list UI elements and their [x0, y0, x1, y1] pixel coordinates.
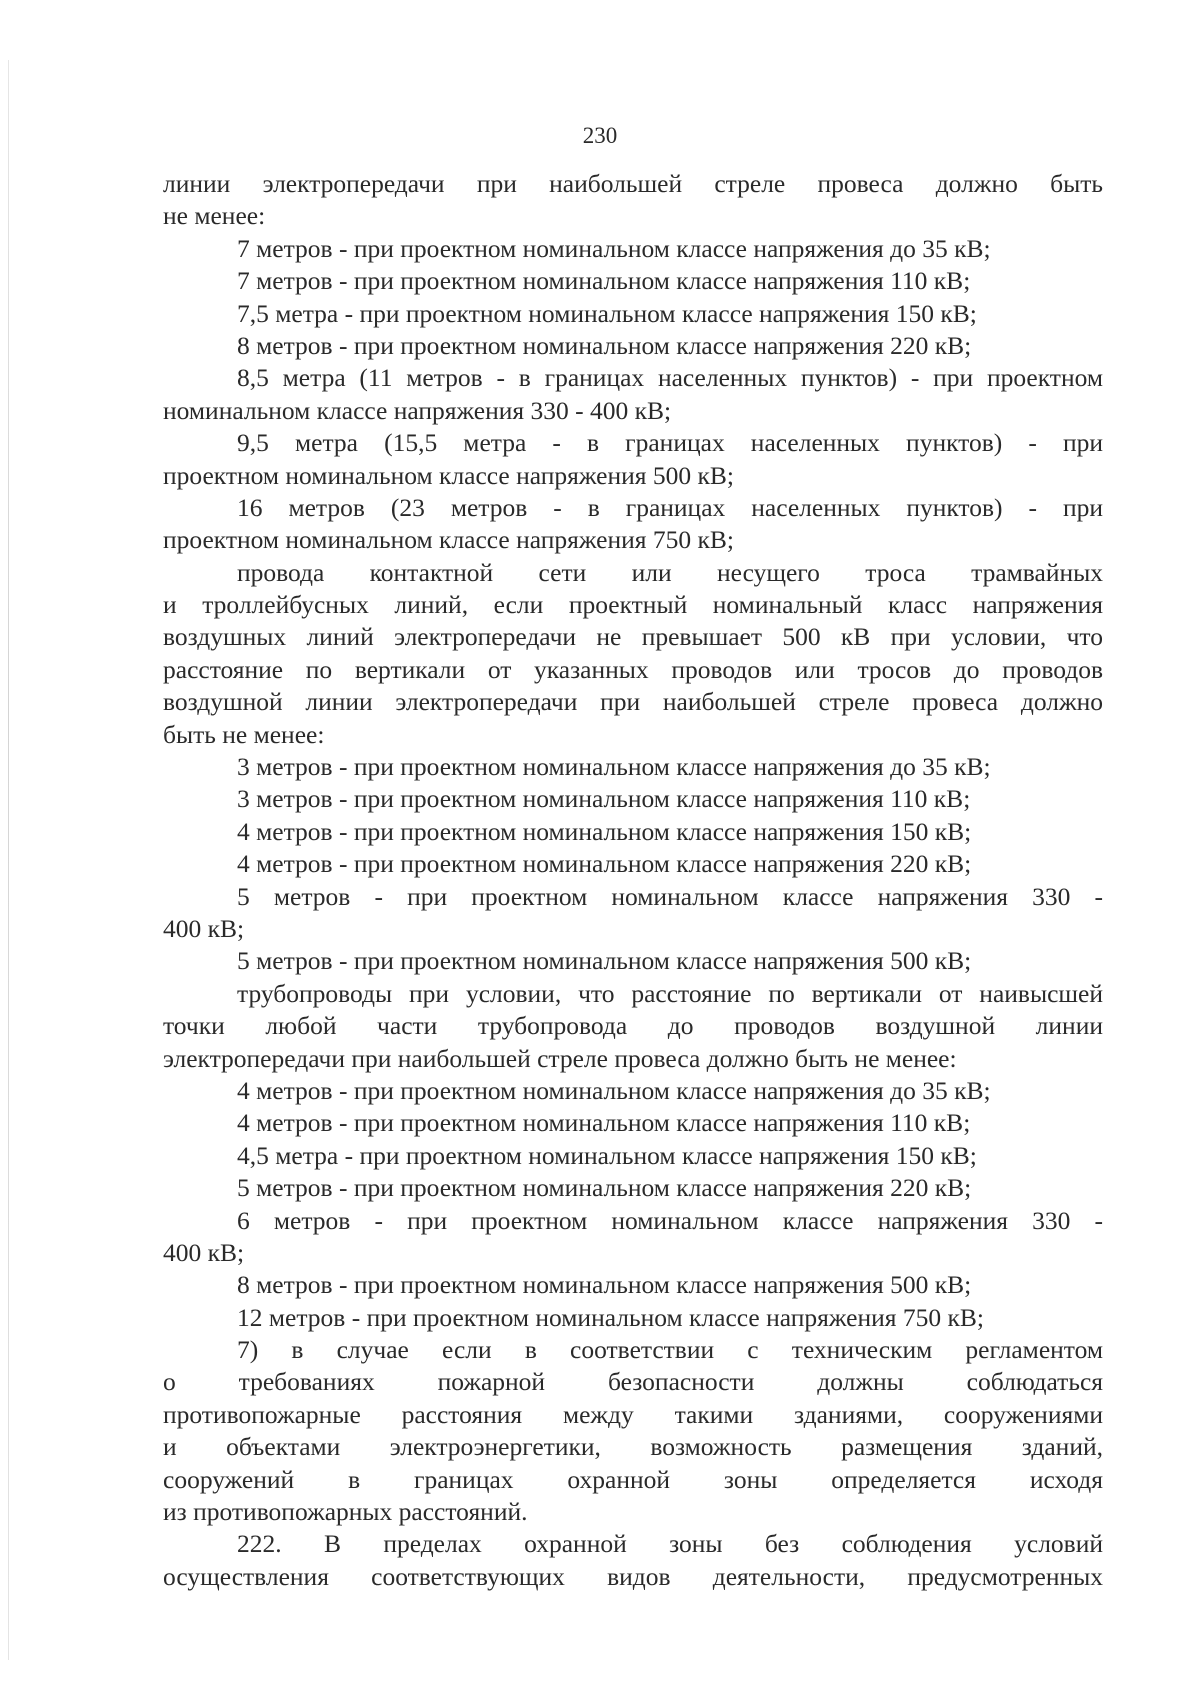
- text-line: 8 метров - при проектном номинальном классе напряжения 500 кВ;: [237, 1270, 972, 1300]
- text-line: расстояние по вертикали от указанных проводов или тросов до проводов: [163, 654, 1103, 684]
- scan-edge-line: [8, 60, 9, 1660]
- text-line: 7) в случае если в соответствии с техническим регламентом: [237, 1335, 1103, 1365]
- text-line: 400 кВ;: [163, 1237, 245, 1267]
- text-line: 4 метров - при проектном номинальном классе напряжения 220 кВ;: [237, 849, 972, 879]
- text-line: 5 метров - при проектном номинальном классе напряжения 220 кВ;: [237, 1173, 972, 1203]
- text-line: 222. В пределах охранной зоны без соблюдения условий: [237, 1529, 1103, 1559]
- text-line: из противопожарных расстояний.: [163, 1497, 528, 1527]
- text-line: 16 метров (23 метров - в границах населенных пунктов) - при: [237, 492, 1103, 522]
- text-line: 4 метров - при проектном номинальном классе напряжения 110 кВ;: [237, 1108, 971, 1138]
- text-line: о требованиях пожарной безопасности должны соблюдаться: [163, 1367, 1103, 1397]
- text-line: 7,5 метра - при проектном номинальном классе напряжения 150 кВ;: [237, 298, 977, 328]
- text-line: точки любой части трубопровода до проводов воздушной линии: [163, 1011, 1103, 1041]
- document-body: [163, 168, 1103, 1593]
- text-line: электропередачи при наибольшей стреле провеса должно быть не менее:: [163, 1043, 957, 1073]
- text-line: 7 метров - при проектном номинальном классе напряжения до 35 кВ;: [237, 233, 991, 263]
- text-line: номинальном классе напряжения 330 - 400 кВ;: [163, 395, 672, 425]
- text-line: провода контактной сети или несущего троса трамвайных: [237, 557, 1103, 587]
- text-line: 6 метров - при проектном номинальном классе напряжения 330 -: [237, 1205, 1103, 1235]
- text-line: 4,5 метра - при проектном номинальном классе напряжения 150 кВ;: [237, 1140, 977, 1170]
- text-line: 4 метров - при проектном номинальном классе напряжения 150 кВ;: [237, 816, 972, 846]
- text-line: 8,5 метра (11 метров - в границах населенных пунктов) - при проектном: [237, 363, 1103, 393]
- text-line: противопожарные расстояния между такими зданиями, сооружениями: [163, 1399, 1103, 1429]
- text-line: 9,5 метра (15,5 метра - в границах населенных пунктов) - при: [237, 428, 1103, 458]
- text-line: быть не менее:: [163, 719, 325, 749]
- text-line: 3 метров - при проектном номинальном классе напряжения до 35 кВ;: [237, 752, 991, 782]
- text-line: воздушной линии электропередачи при наибольшей стреле провеса должно: [163, 687, 1103, 717]
- text-line: 4 метров - при проектном номинальном классе напряжения до 35 кВ;: [237, 1075, 991, 1105]
- text-line: проектном номинальном классе напряжения 500 кВ;: [163, 460, 734, 490]
- text-line: линии электропередачи при наибольшей стреле провеса должно быть: [163, 169, 1103, 198]
- text-line: проектном номинальном классе напряжения 750 кВ;: [163, 525, 734, 555]
- text-line: и объектами электроэнергетики, возможность размещения зданий,: [163, 1432, 1103, 1462]
- text-line: 400 кВ;: [163, 913, 245, 943]
- text-line: не менее:: [163, 201, 266, 231]
- text-line: 8 метров - при проектном номинальном классе напряжения 220 кВ;: [237, 330, 972, 360]
- text-line: 3 метров - при проектном номинальном классе напряжения 110 кВ;: [237, 784, 971, 814]
- text-line: трубопроводы при условии, что расстояние по вертикали от наивысшей: [237, 978, 1103, 1008]
- text-line: 5 метров - при проектном номинальном классе напряжения 500 кВ;: [237, 946, 972, 976]
- text-line: 7 метров - при проектном номинальном классе напряжения 110 кВ;: [237, 266, 971, 296]
- page-number: 230: [582, 123, 618, 148]
- text-line: и троллейбусных линий, если проектный номинальный класс напряжения: [163, 590, 1103, 620]
- text-line: осуществления соответствующих видов деятельности, предусмотренных: [163, 1561, 1103, 1591]
- text-line: воздушных линий электропередачи не превышает 500 кВ при условии, что: [163, 622, 1103, 652]
- text-line: 5 метров - при проектном номинальном классе напряжения 330 -: [237, 881, 1103, 911]
- text-line: 12 метров - при проектном номинальном классе напряжения 750 кВ;: [237, 1302, 984, 1332]
- text-line: сооружений в границах охранной зоны определяется исходя: [163, 1464, 1103, 1494]
